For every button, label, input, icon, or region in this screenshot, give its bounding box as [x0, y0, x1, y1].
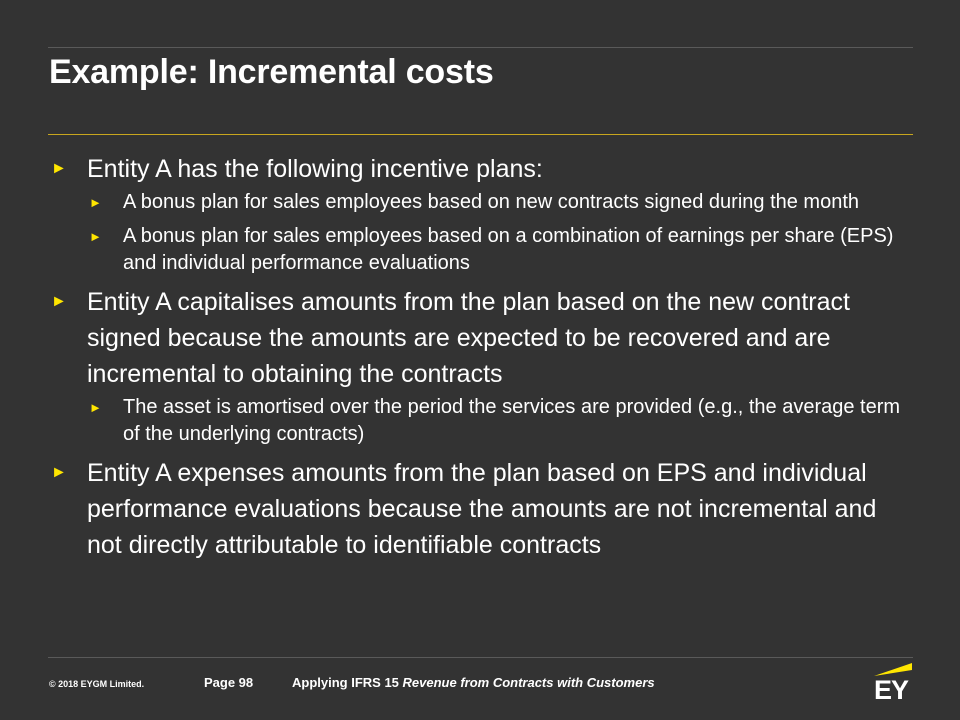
bullet-text: Entity A expenses amounts from the plan based on EPS and individual performance evaluations because the amounts are not incremental and not directly attributable to identifiable contracts: [87, 459, 877, 559]
copyright-notice: © 2018 EYGM Limited.: [49, 679, 145, 689]
publication-prefix: Applying IFRS 15: [292, 675, 403, 690]
slide-content: [48, 151, 918, 565]
title-divider: [48, 134, 913, 135]
bullet-item: [48, 455, 918, 563]
publication-title-italic: Revenue from Contracts with Customers: [402, 675, 655, 690]
bullet-arrow-icon: ►: [51, 160, 67, 177]
sub-bullet-arrow-icon: ►: [89, 195, 102, 210]
sub-bullet-item: [48, 394, 918, 448]
sub-bullet-text: A bonus plan for sales employees based on new contracts signed during the month: [123, 191, 860, 213]
bullet-item: [48, 284, 918, 392]
sub-bullet-item: [48, 223, 918, 277]
top-divider: [48, 47, 913, 48]
sub-bullet-text: A bonus plan for sales employees based on a combination of earnings per share (EPS) and individual performance evaluations: [123, 225, 894, 274]
sub-bullet-arrow-icon: ►: [89, 229, 102, 244]
bullet-text: Entity A has the following incentive plans:: [87, 155, 543, 183]
ey-logo-text: EY: [874, 675, 909, 705]
ey-logo: [866, 660, 914, 706]
footer-divider: [48, 657, 913, 658]
sub-bullet-text: The asset is amortised over the period the services are provided (e.g., the average term of the underlying contracts): [123, 396, 901, 445]
bullet-arrow-icon: ►: [51, 464, 67, 481]
bullet-arrow-icon: ►: [51, 293, 67, 310]
bullet-text: Entity A capitalises amounts from the plan based on the new contract signed because the amounts are expected to be recovered and are incremental to obtaining the contracts: [87, 288, 850, 388]
bullet-item: [48, 151, 918, 187]
publication-title: [292, 675, 655, 690]
page-number: Page 98: [204, 675, 254, 690]
sub-bullet-arrow-icon: ►: [89, 400, 102, 415]
slide-title: Example: Incremental costs: [49, 53, 494, 91]
sub-bullet-item: [48, 189, 918, 216]
